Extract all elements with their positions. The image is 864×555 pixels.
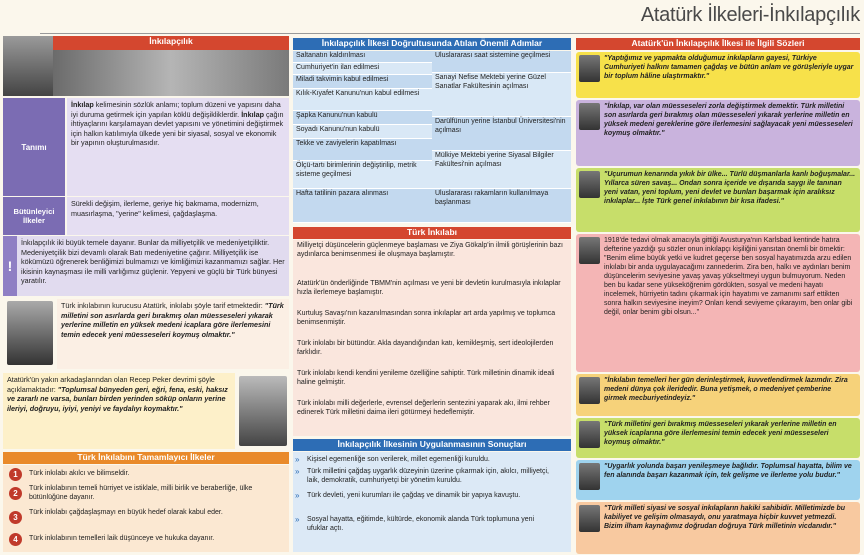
sonuc-item: » Sosyal hayatta, eğitimde, kültürde, ekonomik alanda Türk toplumuna yeni ufuklar açtı.: [295, 515, 535, 532]
ataturk-portrait-icon: [579, 103, 600, 130]
turk-inkilabi-paragraph: Türk inkılabı milli değerlerle, evrensel değerlerin sentezini yaparak akı, ilmi rehber edinerek Türk milletini daima ileri götürmeyi hedeflemiştir.: [297, 400, 550, 416]
adim-cell: Saltanatın kaldırılması: [293, 51, 432, 63]
sonuclar-body: [293, 452, 571, 552]
adim-cell: Hafta tatilinin pazara alınması: [293, 189, 432, 223]
adim-cell: Tekke ve zaviyelerin kapatılması: [293, 139, 432, 161]
left-column: [3, 36, 289, 552]
sozler-header: Atatürk'ün İnkılapçılık İlkesi ile İlgili Sözleri: [576, 38, 860, 50]
ataturk-quote: "Türk milleti siyasi ve sosyal inkılapların hakiki sahibidir. Milletimizde bu kabiliyet ve gelişim olmasaydı, onu yaratmaya hiçbir kuvvet yetmezdi. Bizim ilham kaynağımız doğrudan doğruya Türk milletinin vicdanıdır.": [576, 502, 860, 554]
tanimi-label: Tanımı: [3, 98, 65, 196]
adim-cell: Kılık-Kıyafet Kanunu'nun kabul edilmesi: [293, 89, 432, 111]
adimlar-table: [293, 51, 571, 223]
adim-cell: Mülkiye Mektebi yerine Siyasal Bilgiler Fakültesi'nin açılması: [432, 151, 571, 189]
ataturk-portrait-icon: [579, 505, 600, 532]
exclamation-icon: !: [3, 236, 17, 296]
ataturk-quote: "Uygarlık yolunda başarı yenileşmeye bağlıdır. Toplumsal hayatta, bilim ve fen alanında başarı kazanmak için, tek gelişme ve ilerleme yolu budur.": [576, 460, 860, 500]
adim-cell: Uluslararası saat sistemine geçilmesi: [432, 51, 571, 73]
ataturk-quote: "Uçurumun kenarında yıkık bir ülke... Türlü düşmanlarla kanlı boğuşmalar... Yıllarca süren savaş... Ondan sonra içeride ve dışarıda saygı ile tanınan yeni vatan, yeni toplum, yeni devlet ve bunları başarmak için aralıksız inkılaplar... İşte Türk genel inkılabının bir kısa ifadesi.": [576, 168, 860, 232]
ataturk-portrait-icon: [579, 377, 600, 404]
peker-portrait: [239, 376, 287, 446]
iki-temel-text: İnkılapçılık iki büyük temele dayanır. Bunlar da milliyetçilik ve medeniyetçiliktir. Medeniyetçilik bizi devamlı olarak Batı medeniyetine çağırır. Milliyetçilik ise kökümüzü öğrenerek benliğimizi bulmamızı ve kimliğimizi kazanmamızı sağlar. Her ikisinin kaynaşması ile milli varlığımız güçlenir. Yepyeni ve güçlü bir Türk bünyesi yaratılır.: [17, 236, 289, 296]
ataturk-quote: "Türk milletini geri bırakmış müesseseleri yıkarak yerlerine milletin en yüksek icaplarına göre ilerlemesini temin edecek yeni müesseseleri koymuş olmaktır.": [576, 418, 860, 458]
tamamlayici-list: 1 Türk inkılabı akılcı ve bilimseldir. 2 Türk inkılabının temeli hürriyet ve istiklale, milli birlik ve beraberliğe, ülke bütünlüğüne dayanır. 3 Türk inkılabı çağdaşlaşmayı en büyük hedef olarak kabul eder. 4 Türk inkılabının temelleri laik düşünceye ve hukuka dayanır.: [3, 465, 289, 552]
double-chevron-icon: »: [295, 491, 300, 500]
page-title: Atatürk İlkeleri-İnkılapçılık: [640, 4, 860, 26]
ataturk-quote: 1918'de tedavi olmak amacıyla gittiği Avusturya'nın Karlsbad kentinde hatıra defterine yazdığı şu sözler onun inkılapçı kişiliğini yansıtan önemli bir örnektir: "Benim elime büyük yetki ve kudret geçerse ben sosyal hayatımızda arzu edilen inkılabı bir anda uygulayacağımı zannederim. Zira ben, halkı ve aydınları benim düşüncelerim seviyesine yavaş yavaş yükseltmeyi uygun bulmuyorum. Neden ben bu kadar sene yükseköğrenim gördükten, sosyal ve medeni hayatı incelemek, hürriyetin tadını çıkarmak için hayatımı ve zamanımı sarf ettikten sonra halkın seviyesine ineyim? Onları kendi seviyeme çıkarayım, ben onlar gibi değil, onlar benim gibi olsun...": [576, 234, 860, 372]
double-chevron-icon: »: [295, 467, 300, 476]
adim-cell: Sanayi Nefise Mektebi yerine Güzel Sanatlar Fakültesinin açılması: [432, 73, 571, 117]
ataturk-quote: "İnkılabın temelleri her gün derinleştirmek, kuvvetlendirmek lazımdır. Zira medeni dünya çok ileridedir. Buna yetişmek, o medeniyet çemberine girmek mecburiyetindeyiz.": [576, 374, 860, 416]
ataturk-portrait: [7, 301, 53, 365]
turk-inkilabi-paragraph: Türk inkılabı kendi kendini yenileme özelliğine sahiptir. Türk milletinin dinamik ideali haline gelmiştir.: [297, 370, 555, 386]
butunleyici-label: Bütünleyici İlkeler: [3, 197, 65, 235]
adimlar-left-col: [293, 51, 432, 223]
sonuc-item: » Türk devleti, yeni kurumları ile çağdaş ve dinamik bir yapıya kavuştu.: [295, 491, 521, 500]
ataturk-quote: "İnkılap, var olan müesseseleri zorla değiştirmek demektir. Türk milletini son asırlarda geri bırakmış olan müesseseleri yıkarak yerlerine milletin en yüksek medeni gereklerine göre ilerlemesini sağlayacak yeni müesseseleri koymuş olmaktır.": [576, 100, 860, 166]
sonuc-item: » Kişisel egemenliğe son verilerek, millet egemenliği kuruldu.: [295, 455, 490, 464]
ataturk-portrait-icon: [579, 421, 600, 448]
ataturk-portrait-icon: [579, 237, 600, 264]
ataturk-quote: "Yaptığımız ve yapmakta olduğumuz inkılapların gayesi, Türkiye Cumhuriyeti halkını tamamen çağdaş ve bütün anlam ve görüşleriyle uygar bir toplum hâline ulaştırmaktır.": [576, 52, 860, 98]
ataturk-definition: Türk inkılabının kurucusu Atatürk, inkılabı şöyle tarif etmektedir: "Türk milletini son asırlarda geri bırakmış olan müesseseleri yıkarak yerlerine milletin en yüksek medeni icaplara göre ilerlemesini temin edecek yeni müesseseleri koymuş olmaktır.": [57, 299, 289, 369]
sonuclar-header: İnkılapçılık İlkesinin Uygulanmasının Sonuçları: [293, 439, 571, 451]
sonuc-item: » Türk milletini çağdaş uygarlık düzeyinin üzerine çıkarmak için, akılcı, milliyetçi, laik, demokratik, cumhuriyetçi bir yönetim kuruldu.: [295, 467, 549, 484]
adim-cell: Darülfünun yerine İstanbul Üniversitesi'nin açılması: [432, 117, 571, 151]
tamamlayici-header: Türk İnkılabını Tamamlayıcı İlkeler: [3, 452, 289, 464]
adim-cell: Cumhuriyet'in ilan edilmesi: [293, 63, 432, 75]
ataturk-portrait-icon: [579, 463, 600, 490]
tanimi-text: İnkılap kelimesinin sözlük anlamı; toplum düzeni ve yapısını daha iyi duruma getirmek için yapılan köklü değişikliklerdir. İnkılap çağın ihtiyaçlarını karşılamayan devlet yapısını ve yönetimini değiştirmek için halkın katılımıyla ülkede yeni bir siyasal, sosyal ve ekonomik bir yapının oluşturulmasıdır.: [67, 98, 289, 196]
sozler-list: [576, 52, 860, 552]
peker-definition: Atatürk'ün yakın arkadaşlarından olan Recep Peker devrimi şöyle açıklamaktadır: "Toplumsal bünyeden geri, eğri, fena, eski, haksız ve zararlı ne varsa, bunları birden yerinden söküp onların yerine ileriyi, doğruyu, iyiyi, yeniyi ve faydalıyı koymaktır.": [3, 373, 235, 449]
butunleyici-text: Sürekli değişim, ilerleme, geriye hiç bakmama, modernizm, muasırlaşma, "yerine" kelimesi, çağdaşlaşma.: [67, 197, 289, 235]
turk-inkilabi-body: [293, 240, 571, 436]
turk-inkilabi-paragraph: Atatürk'ün önderliğinde TBMM'nin açılması ve yeni bir devletin kurulmasıyla inkılaplar hızla ilerlemeye başlamıştır.: [297, 280, 561, 296]
adim-cell: Şapka Kanunu'nun kabulü: [293, 111, 432, 125]
turk-inkilabi-paragraph: Milliyetçi düşüncelerin güçlenmeye başlaması ve Ziya Gökalp'in ilmili görüşlerinin bazı aydınlarca benimsenmesi ile oluşmaya başlamıştır.: [297, 242, 563, 258]
double-chevron-icon: »: [295, 455, 300, 464]
adimlar-header: İnkılapçılık İlkesi Doğrultusunda Atılan Önemli Adımlar: [293, 38, 571, 50]
adim-cell: Miladi takvimin kabul edilmesi: [293, 75, 432, 89]
adimlar-right-col: [432, 51, 571, 223]
adim-cell: Soyadı Kanunu'nun kabulü: [293, 125, 432, 139]
ataturk-photo-header: [3, 36, 53, 96]
double-chevron-icon: »: [295, 515, 300, 524]
turk-inkilabi-header: Türk İnkılabı: [293, 227, 571, 239]
inkilapcilik-header: İnkılapçılık: [53, 36, 289, 50]
title-rule: [40, 33, 860, 34]
ataturk-portrait-icon: [579, 171, 600, 198]
header-image-strip: [53, 50, 289, 96]
adim-cell: Uluslararası rakamların kullanılmaya başlanması: [432, 189, 571, 223]
adim-cell: Ölçü-tartı birimlerinin değiştirilip, metrik sisteme geçilmesi: [293, 161, 432, 189]
turk-inkilabi-paragraph: Kurtuluş Savaşı'nın kazanılmasından sonra inkılaplar art arda yapılmış ve toplumca benimsenmiştir.: [297, 310, 556, 326]
ataturk-portrait-icon: [579, 55, 600, 82]
turk-inkilabi-paragraph: Türk inkılabı bir bütündür. Akla dayandığından katı, kemikleşmiş, sert ideolojilerden farklıdır.: [297, 340, 554, 356]
